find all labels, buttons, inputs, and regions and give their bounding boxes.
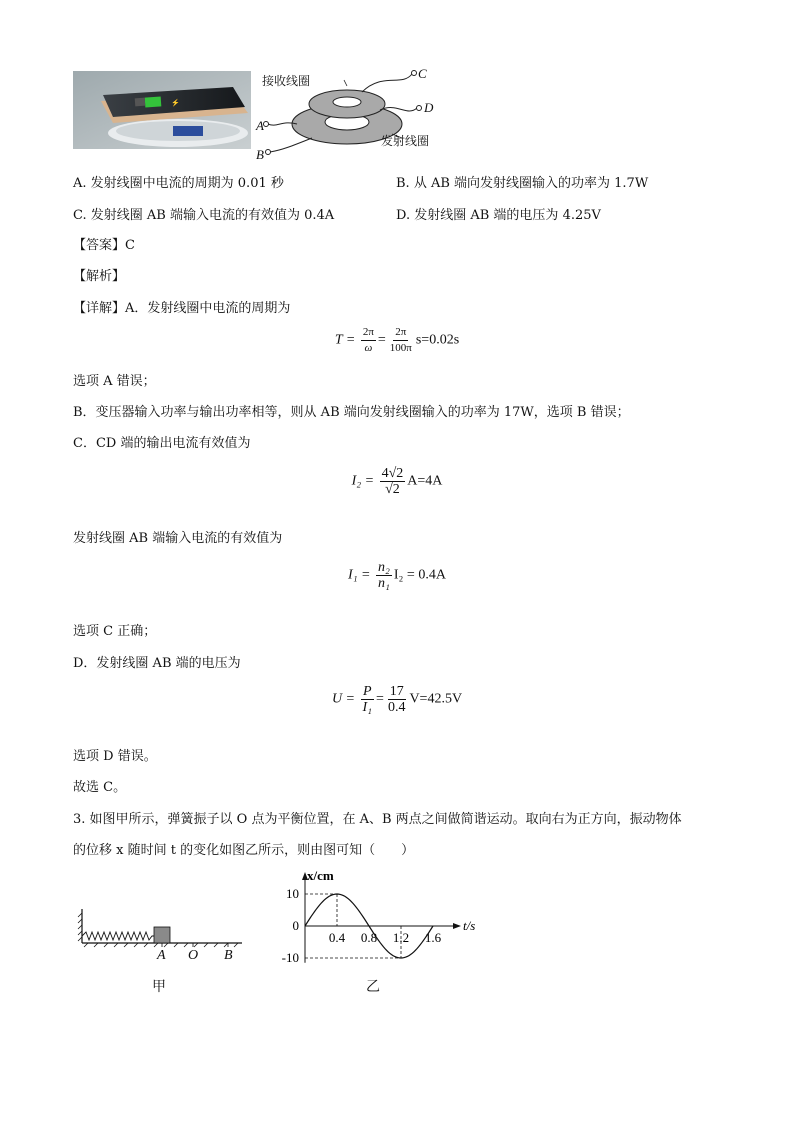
detail-d-intro: D．发射线圈 AB 端的电压为	[73, 656, 241, 671]
question3-line1: 3. 如图甲所示，弹簧振子以 O 点为平衡位置，在 A、B 两点之间做简谐运动。取向右为正方向，振动物体	[73, 812, 682, 827]
x-axis-label: t/s	[463, 918, 476, 933]
question3-line2: 的位移 x 随时间 t 的变化如图乙所示，则由图可知（ ）	[73, 843, 415, 858]
point-b-label: B	[224, 948, 233, 963]
y-tick-label: 10	[286, 886, 299, 901]
point-a-label: A	[157, 948, 166, 963]
option-b: B. 从 AB 端向发射线圈输入的功率为 1.7W	[396, 176, 649, 191]
phone-photo	[73, 71, 251, 149]
point-o-label: O	[188, 948, 199, 963]
x-tick-label: 0.8	[360, 930, 378, 945]
receive-coil-label: 接收线圈	[262, 74, 311, 88]
answer-value: C	[125, 238, 135, 253]
x-axis-arrow	[453, 923, 461, 929]
detail-a-conclusion: 选项 A 错误；	[73, 374, 156, 389]
figure-jia-caption: 甲	[152, 979, 166, 995]
equation-voltage: U = $\frac{P}{\text{I₁}}$ = $\frac{17}{0.4}$ V=42.5V	[331, 684, 463, 715]
option-d: D. 发射线圈 AB 端的电压为 4.25V	[396, 208, 601, 223]
x-tick-label: 0.4	[328, 930, 346, 945]
detail-c-conclusion: 选项 C 正确；	[73, 624, 157, 639]
y-tick-label: -10	[281, 950, 299, 965]
analysis-tag: 【解析】	[73, 269, 126, 284]
svg-text:⚡: ⚡	[171, 99, 180, 107]
displacement-time-chart	[270, 868, 476, 968]
terminal-c-label: C	[418, 66, 427, 81]
option-a: A. 发射线圈中电流的周期为 0.01 秒	[73, 176, 284, 191]
answer-line	[73, 234, 135, 253]
option-c: C. 发射线圈 AB 端输入电流的有效值为 0.4A	[73, 208, 335, 223]
equation-input-current: I₁ = $\frac{\text{n₂}}{\text{n₁}}$ I₂ = 0.4A	[348, 560, 446, 591]
terminal-a-label: A	[256, 118, 264, 133]
equation-period: T = $\frac{2\pi}{\omega}$ = $\frac{2\pi}{100\pi}$ s=0.02s	[334, 326, 460, 354]
terminal-b-label: B	[256, 147, 264, 162]
detail-c-mid: 发射线圈 AB 端输入电流的有效值为	[73, 531, 283, 546]
detail-final: 故选 C。	[73, 780, 127, 795]
figure-yi-caption: 乙	[366, 979, 380, 995]
detail-d-conclusion: 选项 D 错误。	[73, 749, 157, 764]
x-tick-label: 1.2	[392, 930, 410, 945]
y-axis-label: x/cm	[307, 868, 334, 883]
y-tick-label: 0	[292, 918, 299, 933]
transmit-coil-label: 发射线圈	[381, 134, 430, 148]
x-tick-label: 1.6	[424, 930, 442, 945]
answer-tag: 【答案】	[73, 238, 126, 253]
equation-output-current: I₂ = $\frac{4√2}{√2}$ A=4A	[351, 466, 443, 497]
detail-b-text: B．变压器输入功率与输出功率相等，则从 AB 端向发射线圈输入的功率为 17W，选项 B 错误；	[73, 405, 630, 420]
terminal-d-label: D	[424, 100, 434, 115]
detail-a-intro: 【详解】A．发射线圈中电流的周期为	[73, 301, 291, 316]
detail-c-intro: C．CD 端的输出电流有效值为	[73, 436, 251, 451]
